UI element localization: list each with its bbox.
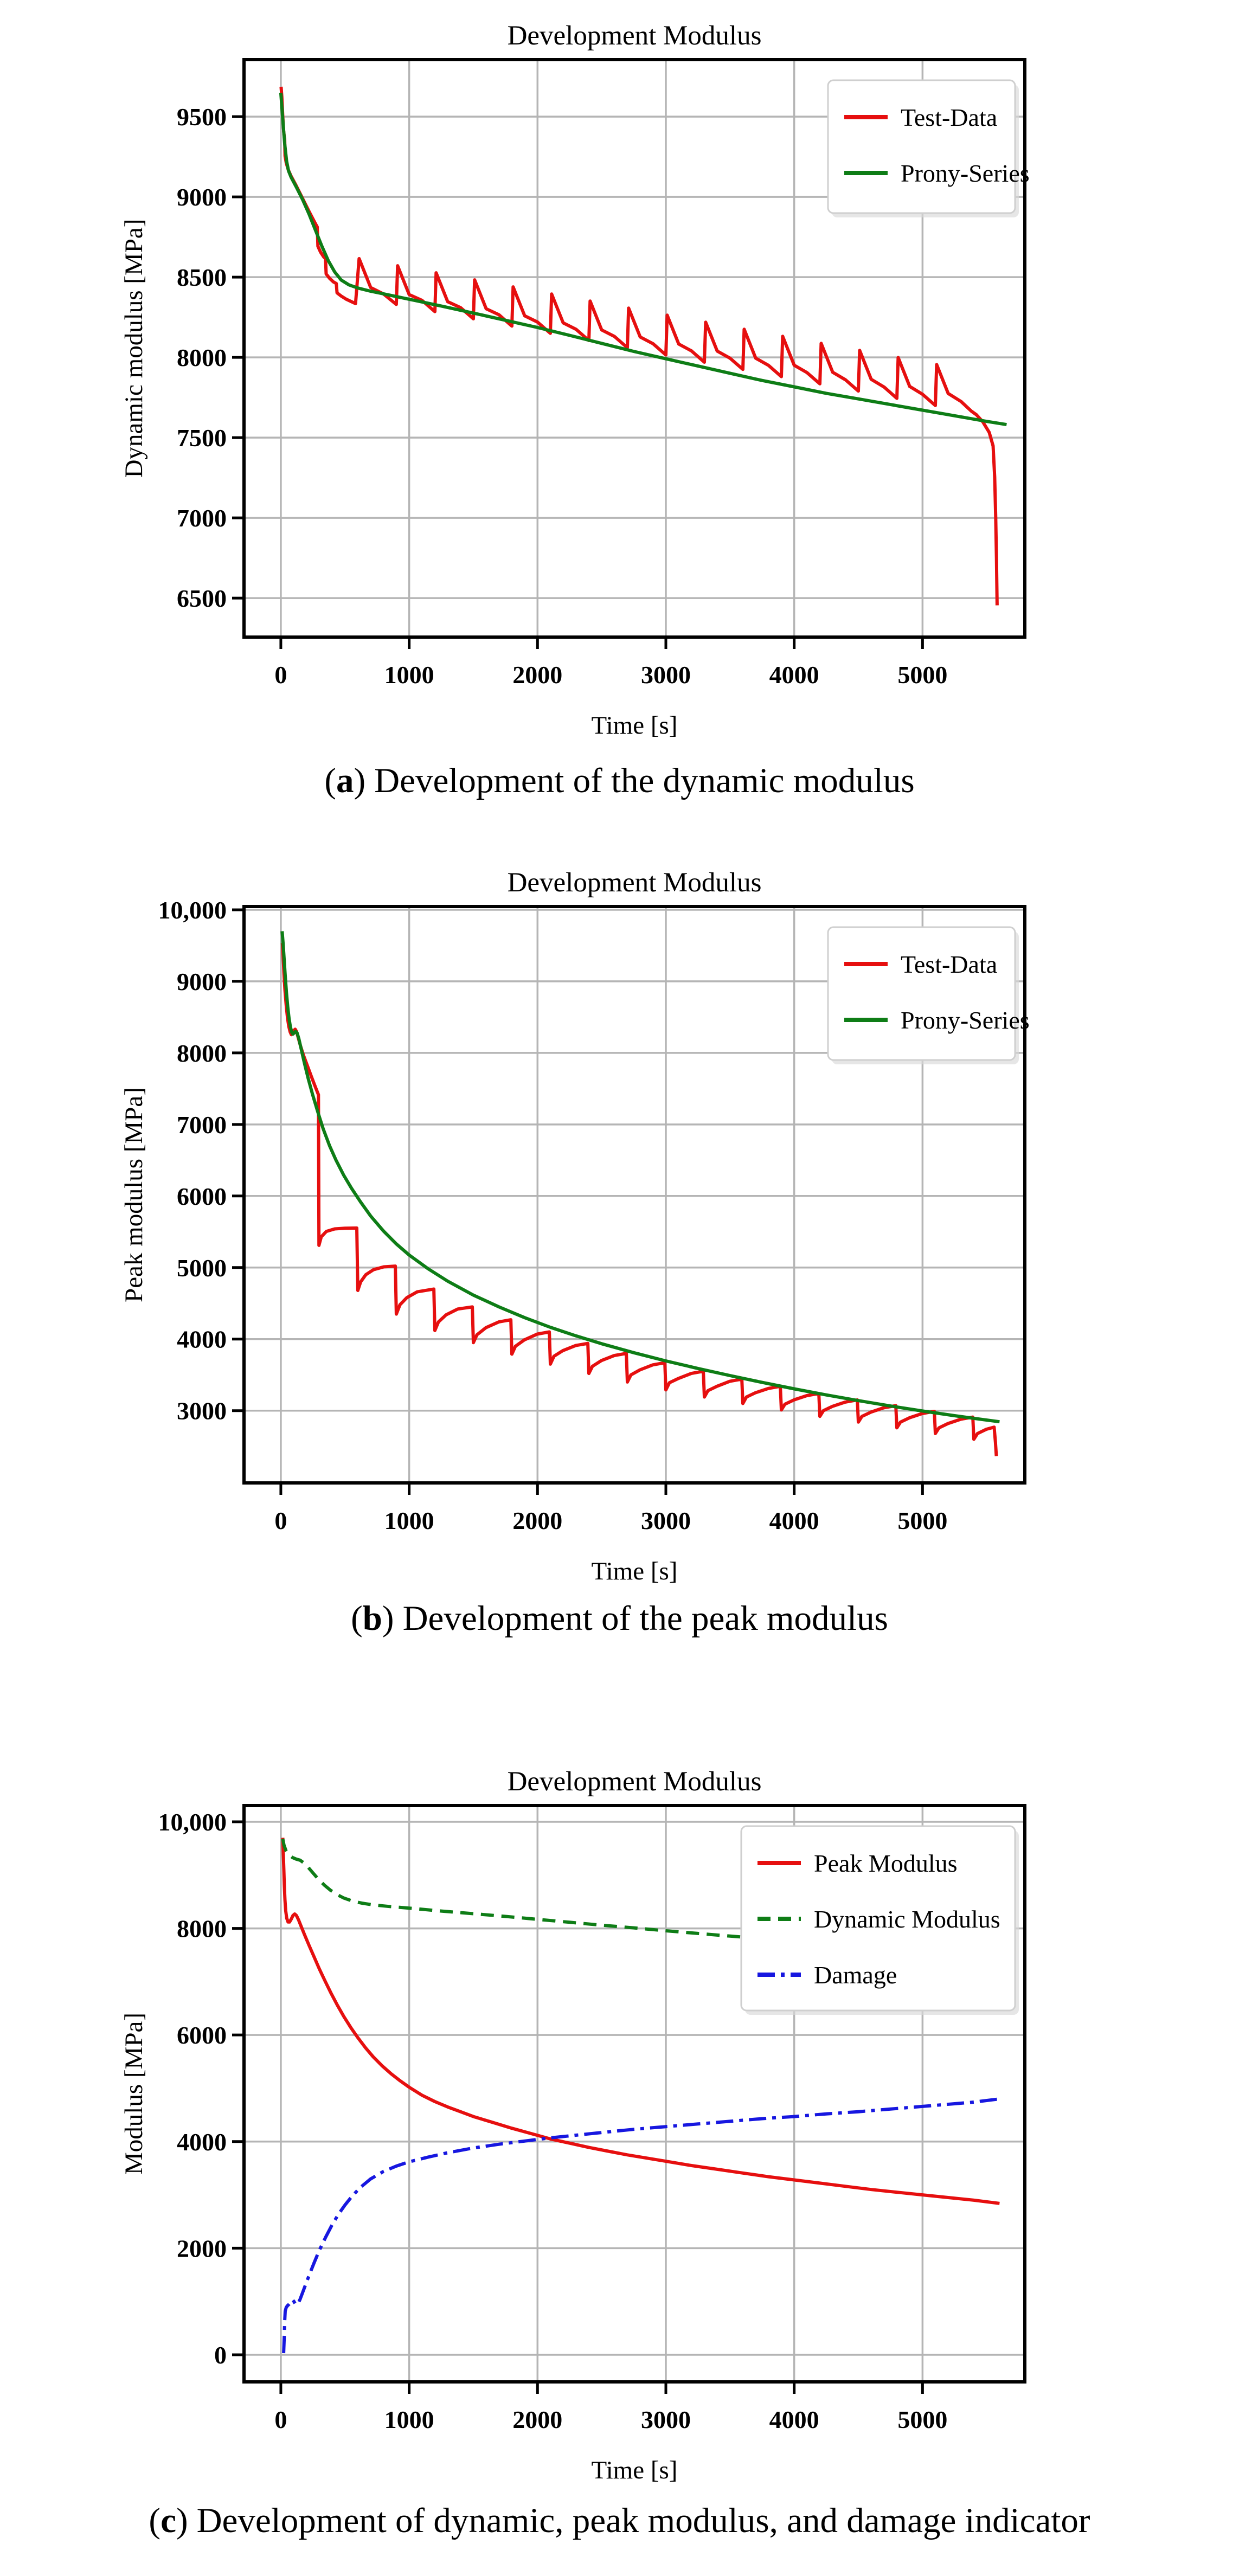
- caption-c-text: Development of dynamic, peak modulus, and damage indicator: [196, 2501, 1090, 2540]
- y-tick-label-5: 5000: [177, 1254, 227, 1282]
- y-axis-label: Modulus [MPa]: [120, 2013, 148, 2175]
- legend-label-test-data: Test-Data: [901, 950, 998, 978]
- y-tick-label-6: 4000: [177, 1325, 227, 1353]
- y-tick-label-2: 8000: [177, 1039, 227, 1067]
- y-tick-label-2: 8500: [177, 264, 227, 292]
- y-tick-label-7: 3000: [177, 1397, 227, 1425]
- legend-label-prony-series: Prony-Series: [901, 1006, 1030, 1034]
- y-tick-label-1: 8000: [177, 1915, 227, 1943]
- x-tick-label-3: 3000: [640, 1507, 691, 1534]
- x-tick-label-1: 1000: [384, 2406, 434, 2433]
- chart-c-canvas: [0, 1757, 1239, 2484]
- legend-label-test-data: Test-Data: [901, 104, 998, 131]
- legend-label-peak-modulus: Peak Modulus: [814, 1849, 958, 1877]
- y-tick-label-4: 2000: [177, 2234, 227, 2263]
- y-tick-label-3: 8000: [177, 344, 227, 372]
- y-tick-label-3: 4000: [177, 2128, 227, 2156]
- x-tick-label-5: 5000: [897, 1507, 948, 1534]
- chart-title: Development Modulus: [507, 1766, 762, 1797]
- x-axis-label: Time [s]: [591, 2456, 678, 2484]
- y-tick-label-6: 6500: [177, 584, 227, 613]
- chart-title: Development Modulus: [507, 868, 762, 898]
- y-tick-label-5: 0: [214, 2341, 227, 2369]
- x-tick-label-0: 0: [274, 1507, 287, 1534]
- x-axis-label: Time [s]: [591, 1557, 678, 1585]
- x-tick-label-2: 2000: [512, 2406, 563, 2433]
- y-tick-label-3: 7000: [177, 1110, 227, 1139]
- y-axis-label: Peak modulus [MPa]: [120, 1087, 148, 1302]
- x-tick-label-4: 4000: [769, 661, 819, 689]
- caption-c-index: (c): [149, 2501, 188, 2540]
- x-tick-label-0: 0: [274, 661, 287, 689]
- x-tick-label-0: 0: [274, 2406, 287, 2433]
- legend-label-prony-series: Prony-Series: [901, 159, 1030, 187]
- y-tick-label-0: 10,000: [158, 896, 227, 924]
- x-tick-label-2: 2000: [512, 661, 563, 689]
- x-axis-label: Time [s]: [591, 711, 678, 740]
- x-tick-label-4: 4000: [769, 2406, 819, 2433]
- x-tick-label-3: 3000: [640, 661, 691, 689]
- y-tick-label-4: 7500: [177, 424, 227, 452]
- x-tick-label-5: 5000: [897, 2406, 948, 2433]
- y-axis-label: Dynamic modulus [MPa]: [120, 219, 148, 478]
- chart-title: Development Modulus: [507, 21, 762, 51]
- x-tick-label-5: 5000: [897, 661, 948, 689]
- caption-a: [0, 761, 1239, 801]
- x-tick-label-3: 3000: [640, 2406, 691, 2433]
- y-tick-label-0: 10,000: [158, 1808, 227, 1836]
- x-tick-label-4: 4000: [769, 1507, 819, 1534]
- caption-b: [0, 1598, 1239, 1639]
- caption-a-index: (a): [324, 761, 366, 800]
- caption-b-index: (b): [351, 1599, 394, 1638]
- legend-label-dynamic-modulus: Dynamic Modulus: [814, 1905, 1000, 1933]
- y-tick-label-5: 7000: [177, 504, 227, 532]
- y-tick-label-0: 9500: [177, 103, 227, 131]
- y-tick-label-1: 9000: [177, 183, 227, 211]
- x-tick-label-2: 2000: [512, 1507, 563, 1534]
- caption-a-text: Development of the dynamic modulus: [374, 761, 915, 800]
- chart-a-canvas: [0, 16, 1239, 746]
- x-tick-label-1: 1000: [384, 661, 434, 689]
- y-tick-label-1: 9000: [177, 967, 227, 995]
- x-tick-label-1: 1000: [384, 1507, 434, 1534]
- legend-box: [828, 927, 1015, 1060]
- caption-b-text: Development of the peak modulus: [402, 1599, 888, 1638]
- y-tick-label-4: 6000: [177, 1182, 227, 1210]
- caption-c: [0, 2501, 1239, 2541]
- legend-box: [828, 80, 1015, 213]
- y-tick-label-2: 6000: [177, 2021, 227, 2050]
- chart-b-canvas: [0, 849, 1239, 1586]
- legend-label-damage: Damage: [814, 1961, 897, 1989]
- series-damage: [284, 2099, 999, 2353]
